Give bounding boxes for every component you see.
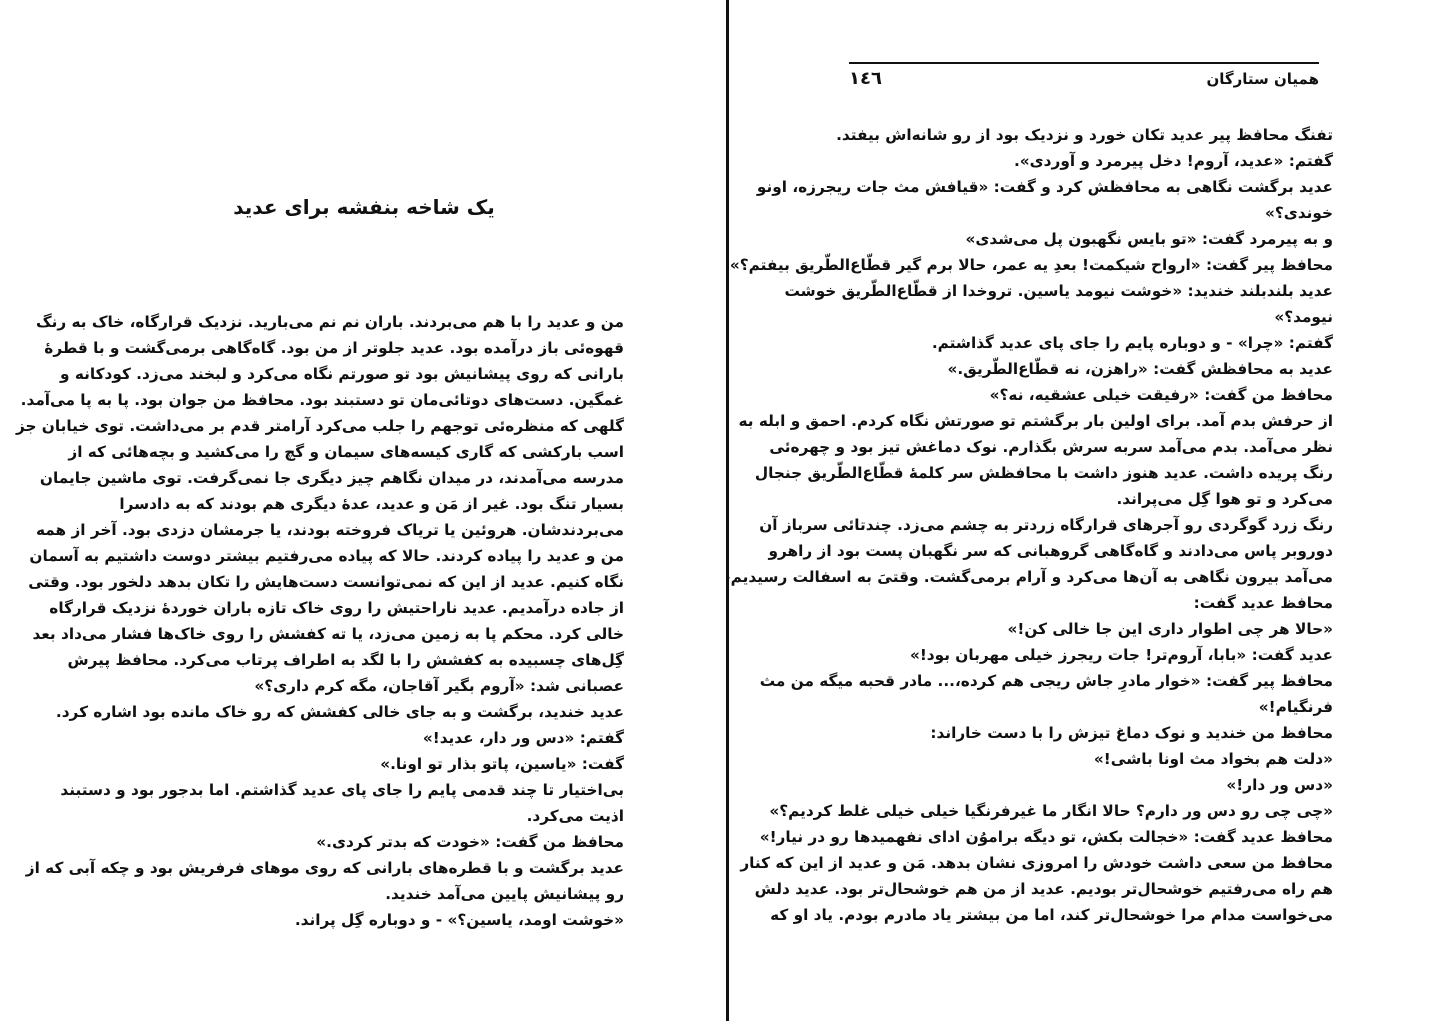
text-line: «چی چی رو دس ور دارم؟ حالا انگار ما غیرفرنگیا خیلی خیلی غلط کردیم؟»: [769, 802, 1333, 820]
text-line: محافظ پیر گفت: «خوار مادرِ جاش ریجی هم کرده،... مادر قحبه میگه من مث: [759, 672, 1333, 690]
text-line: و به پیرمرد گفت: «تو بایس نگهبون پل می‌شدی»: [965, 230, 1333, 248]
running-header-title: همیان ستارگان: [1206, 70, 1319, 88]
text-line: محافظ من گفت: «رفیقت خیلی عشقیه، نه؟»: [989, 386, 1333, 404]
text-line: خوندی؟»: [1265, 204, 1333, 222]
text-line: فرنگیام!»: [1258, 698, 1333, 716]
text-line: محافظ عدید گفت:: [1193, 594, 1333, 612]
text-line: از جاده درآمدیم. عدید ناراحتیش را روی خاک تازه باران خوردهٔ نزدیک قرارگاه: [49, 599, 624, 617]
text-line: می‌کرد و تو هوا گِل می‌پراند.: [1116, 490, 1333, 508]
text-line: «دس ور دار!»: [1226, 776, 1333, 794]
text-line: عدید خندید، برگشت و به جای خالی کفشش که رو خاک مانده بود اشاره کرد.: [55, 703, 624, 721]
text-line: «خوشت اومد، یاسین؟» - و دوباره گِل پراند.: [294, 911, 624, 929]
text-line: محافظ عدید گفت: «خجالت بکش، تو دیگه براموُن ادای نفهمیدها رو در نیار!»: [759, 828, 1333, 846]
left-page-body: [15, 309, 624, 933]
text-line: بسیار تنگ بود. غیر از مَن و عدید، عدهٔ دیگری هم بودند که به دادسرا: [119, 495, 624, 513]
text-line: رو پیشانیش پایین می‌آمد خندید.: [385, 885, 624, 903]
right-page: [724, 0, 1450, 1021]
text-line: می‌خواست مدام مرا خوشحال‌تر کند، اما من بیشتر یاد مادرم بودم. یاد او که: [770, 906, 1333, 924]
text-line: «دلت هم بخواد مث اونا باشی!»: [1093, 750, 1333, 768]
text-line: «حالا هر چی اطوار داری این جا خالی کن!»: [1007, 620, 1333, 638]
text-line: رنگ زرد گوگردی رو آجرهای قرارگاه زردتر به چشم می‌زد. چندتائی سرباز آن: [759, 516, 1333, 534]
text-line: اذیت می‌کرد.: [526, 807, 624, 825]
text-line: گفت: «یاسین، پاتو بذار تو اونا.»: [380, 755, 624, 773]
right-page-body: [724, 122, 1333, 928]
text-line: گلهی که منظره‌ئی توجهم را جلب می‌کرد آرامتر قدم بر می‌داشت. توی خیابان جز: [15, 417, 624, 435]
text-line: اسب بارکشی که گاری کیسه‌های سیمان و گچ را می‌کشید و بچه‌هائی که از: [68, 443, 624, 461]
text-line: خالی کرد. محکم پا به زمین می‌زد، یا ته کفشش را روی خاک‌ها فشار می‌داد بعد: [32, 625, 624, 643]
text-line: گفتم: «عدید، آروم! دخل پیرمرد و آوردی».: [1013, 152, 1333, 170]
text-line: نظر می‌آمد. بدم می‌آمد سربه سرش بگذارم. نوک دماغش تیز بود و چهره‌ئی: [769, 438, 1333, 456]
page-number: ١٤٦: [849, 68, 882, 89]
text-line: محافظ من خندید و نوک دماغ تیزش را با دست خاراند:: [930, 724, 1333, 742]
running-header: [849, 62, 1319, 98]
text-line: گِل‌های چسبیده به کفشش را با لگد به اطراف پرتاب می‌کرد. محافظ پیرش: [67, 651, 624, 669]
text-line: دوروبر پاس می‌دادند و گاه‌گاهی گروهبانی که سر نگهبان پست بود از راهرو: [768, 542, 1333, 560]
text-line: محافظ پیر گفت: «ارواح شیکمت! بعدِ یه عمر، حالا برم گیر قطّاع‌الطّریق بیفتم؟»: [729, 256, 1333, 274]
text-line: نگاه کنیم. عدید از این که نمی‌توانست دست‌هایش را تکان بدهد دلخور بود. وقتی: [28, 573, 624, 591]
text-line: من و عدید را با هم می‌بردند. باران نم نم می‌بارید. نزدیک قرارگاه، خاک به رنگ: [35, 313, 624, 331]
text-line: عصبانی شد: «آروم بگیر آقاجان، مگه کرم داری؟»: [254, 677, 624, 695]
text-line: نیومد؟»: [1274, 308, 1333, 326]
text-line: قهوه‌ئی باز درآمده بود. عدید جلوتر از من بود. گاه‌گاهی برمی‌گشت و با قطرهٔ: [44, 339, 624, 357]
text-line: می‌بردندشان. هروئین یا تریاک فروخته بودند، یا جرمشان دزدی بود. آخر از همه: [36, 521, 624, 539]
text-line: محافظ من سعی داشت خودش را امروزی نشان بدهد. مَن و عدید از این که کنار: [740, 854, 1333, 872]
text-line: از حرفش بدم آمد. برای اولین بار برگشتم تو صورتش نگاه کردم. احمق و ابله به: [738, 412, 1333, 430]
text-line: عدید گفت: «بابا، آروم‌تر! جات ریجرز خیلی مهربان بود!»: [909, 646, 1333, 664]
text-line: عدید بلندبلند خندید: «خوشت نیومد یاسین. تروخدا از قطّاع‌الطّریق خوشت: [784, 282, 1333, 300]
text-line: تفنگ محافظ پیر عدید تکان خورد و نزدیک بود از رو شانه‌اش بیفتد.: [836, 126, 1333, 144]
text-line: عدید برگشت نگاهی به محافظش کرد و گفت: «قیافش مث جات ریجرزه، اونو: [756, 178, 1333, 196]
text-line: محافظ من گفت: «خودت که بدتر کردی.»: [316, 833, 624, 851]
text-line: عدید به محافظش گفت: «راهزن، نه قطّاع‌الطّریق.»: [947, 360, 1333, 378]
chapter-title: یک شاخه بنفشه برای عدید: [233, 195, 495, 219]
text-line: بی‌اختیار تا چند قدمی پایم را جای پای عدید گذاشتم. اما بدجور بود و دستبند: [60, 781, 624, 799]
text-line: رنگ پریده داشت. عدید هنوز داشت با محافظش سر کلمهٔ قطّاع‌الطّریق جنجال: [754, 464, 1333, 482]
text-line: می‌آمد بیرون نگاهی به آن‌ها می‌کرد و آرام برمی‌گشت. وقتیَ به اسفالت رسیدیم،: [724, 568, 1333, 586]
text-line: بارانی که روی پیشانیش بود تو صورتم نگاه می‌کرد و لبخند می‌زد. کودکانه و: [60, 365, 624, 383]
text-line: غمگین. دست‌های دوتائی‌مان تو دستبند بود. محافظ من جوان بود. پا به پا می‌آمد.: [20, 391, 624, 409]
text-line: گفتم: «چرا» - و دوباره پایم را جای پای عدید گذاشتم.: [931, 334, 1333, 352]
text-line: هم راه می‌رفتیم خوشحال‌تر بودیم. عدید از من هم خوشحال‌تر بود. عدید دلش: [754, 880, 1333, 898]
text-line: مدرسه می‌آمدند، در میدان نگاهم چیز دیگری جا نمی‌گرفت. توی ماشین جایمان: [39, 469, 624, 487]
text-line: عدید برگشت و با قطره‌های بارانی که روی موهای فرفریش بود و چکه آبی که از: [25, 859, 624, 877]
text-line: من و عدید را پیاده کردند. حالا که پیاده می‌رفتیم بیشتر دوست داشتیم به آسمان: [29, 547, 624, 565]
text-line: گفتم: «دس ور دار، عدید!»: [422, 729, 624, 747]
